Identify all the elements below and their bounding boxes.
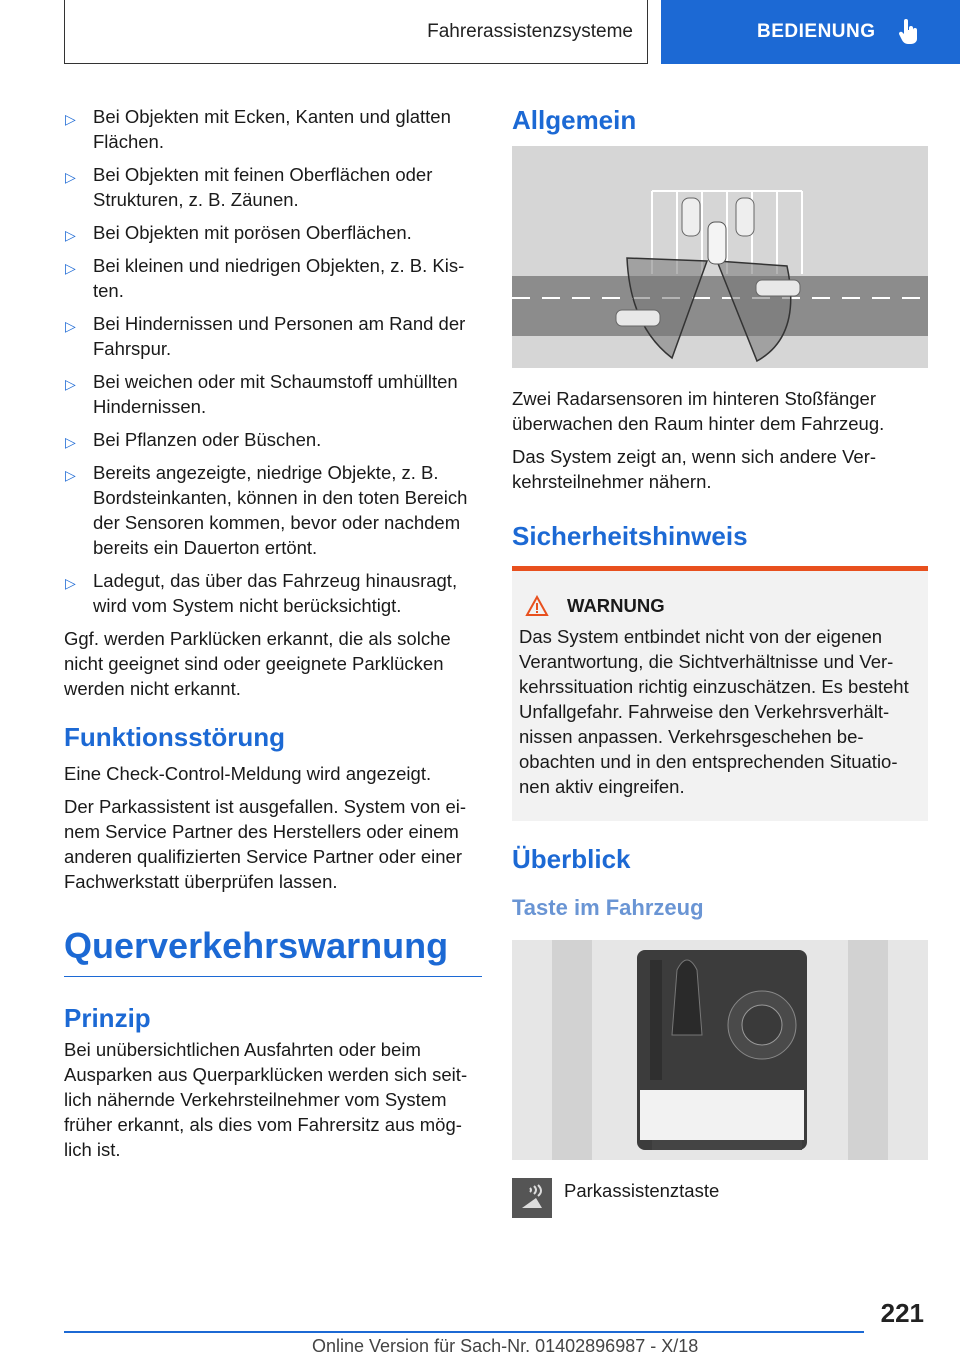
- heading-funktionsstoerung: Funktionsstörung: [64, 722, 285, 752]
- heading-prinzip: Prinzip: [64, 1003, 151, 1033]
- warning-text: Das System entbindet nicht von der eigenen Verantwortung, die Sichtverhältnisse und Verkehrssituation richtig einzuschätzen. Es besteht Unfallgefahr. Fahrweise den Verkehrsverhältnissen anpassen. Verkehrsgeschehen beobachten und in den entsprechenden Situationen aktiv eingreifen.: [519, 626, 909, 797]
- heading-ueberblick: Überblick: [512, 844, 631, 874]
- triangle-bullet-icon: ▷: [65, 260, 76, 276]
- button-caption-text: Parkassistenztaste: [564, 1180, 720, 1201]
- header-chapter-title: BEDIENUNG: [757, 21, 876, 42]
- list-item: ▷ Bereits angezeigte, niedrige Objekte, z. B. Bordsteinkanten, können in den toten Bereich der Sensoren kommen, bevor oder nachdem bereits ein Dauerton ertönt.: [65, 462, 468, 558]
- park-assist-button-icon: [512, 1178, 552, 1218]
- center-console-photo: [512, 940, 928, 1160]
- triangle-bullet-icon: ▷: [65, 169, 76, 185]
- list-item: ▷ Bei Objekten mit porösen Oberflächen.: [64, 220, 482, 245]
- limitations-list: [64, 104, 482, 618]
- list-item: ▷ Ladegut, das über das Fahrzeug hinausragt, wird vom System nicht berücksichtigt.: [65, 570, 458, 616]
- right-column: [512, 104, 928, 1218]
- heading-sicherheitshinweis: Sicherheitshinweis: [512, 521, 748, 551]
- header-section-box: [64, 0, 648, 64]
- console-diagram: [512, 940, 928, 1160]
- triangle-bullet-icon: ▷: [65, 376, 76, 392]
- paragraph: Ggf. werden Parklücken erkannt, die als solche nicht geeignet sind oder geeignete Parklücken werden nicht erkannt.: [64, 628, 451, 699]
- triangle-bullet-icon: ▷: [65, 434, 76, 450]
- paragraph: Das System zeigt an, wenn sich andere Verkehrsteilnehmer nähern.: [512, 446, 877, 492]
- hand-pointer-icon: [898, 19, 920, 45]
- paragraph: Zwei Radarsensoren im hinteren Stoßfänger überwachen den Raum hinter dem Fahrzeug.: [512, 388, 885, 434]
- triangle-bullet-icon: ▷: [65, 111, 76, 127]
- paragraph: Der Parkassistent ist ausgefallen. System von einem Service Partner des Herstellers oder einem anderen qualifizierten Service Partner oder einer Fachwerkstatt überprüfen lassen.: [64, 796, 467, 892]
- list-item: ▷ Bei Objekten mit Ecken, Kanten und glatten Flächen.: [65, 106, 451, 152]
- list-item: ▷ Bei kleinen und niedrigen Objekten, z. B. Kisten.: [65, 255, 465, 301]
- paragraph: Bei unübersichtlichen Ausfahrten oder beim Ausparken aus Querparklücken werden sich seitlich nähernde Verkehrsteilnehmer vom System früher erkannt, als dies vom Fahrersitz aus möglich ist.: [64, 1039, 468, 1160]
- heading-allgemein: Allgemein: [512, 105, 637, 135]
- warning-title: WARNUNG: [567, 595, 665, 616]
- radar-diagram: [512, 146, 928, 368]
- radar-illustration: [512, 146, 928, 368]
- heading-taste-im-fahrzeug: Taste im Fahrzeug: [512, 895, 704, 920]
- left-column: [64, 104, 482, 1170]
- footer-divider: [64, 1331, 864, 1333]
- chapter-title: Querverkehrswarnung: [64, 924, 482, 977]
- warning-header: [519, 593, 922, 618]
- list-item: ▷ Bei weichen oder mit Schaumstoff umhüllten Hindernissen.: [65, 371, 458, 417]
- warning-triangle-icon: [525, 595, 549, 617]
- paragraph: Eine Check-Control-Meldung wird angezeigt.: [64, 763, 432, 784]
- list-item: ▷ Bei Objekten mit feinen Oberflächen oder Strukturen, z. B. Zäunen.: [65, 164, 433, 210]
- header-section-title: Fahrerassistenzsysteme: [427, 20, 633, 42]
- list-item: ▷ Bei Pflanzen oder Büschen.: [64, 427, 482, 452]
- triangle-bullet-icon: ▷: [65, 318, 76, 334]
- triangle-bullet-icon: ▷: [65, 227, 76, 243]
- warning-box: [512, 566, 928, 821]
- triangle-bullet-icon: ▷: [65, 575, 76, 591]
- button-caption: [512, 1178, 928, 1218]
- triangle-bullet-icon: ▷: [65, 467, 76, 483]
- header-chapter-tab: [661, 0, 960, 64]
- footer-online-version: Online Version für Sach-Nr. 01402896987 - X/18: [312, 1336, 699, 1356]
- list-item: ▷ Bei Hindernissen und Personen am Rand der Fahrspur.: [65, 313, 466, 359]
- page-number: 221: [880, 1298, 924, 1328]
